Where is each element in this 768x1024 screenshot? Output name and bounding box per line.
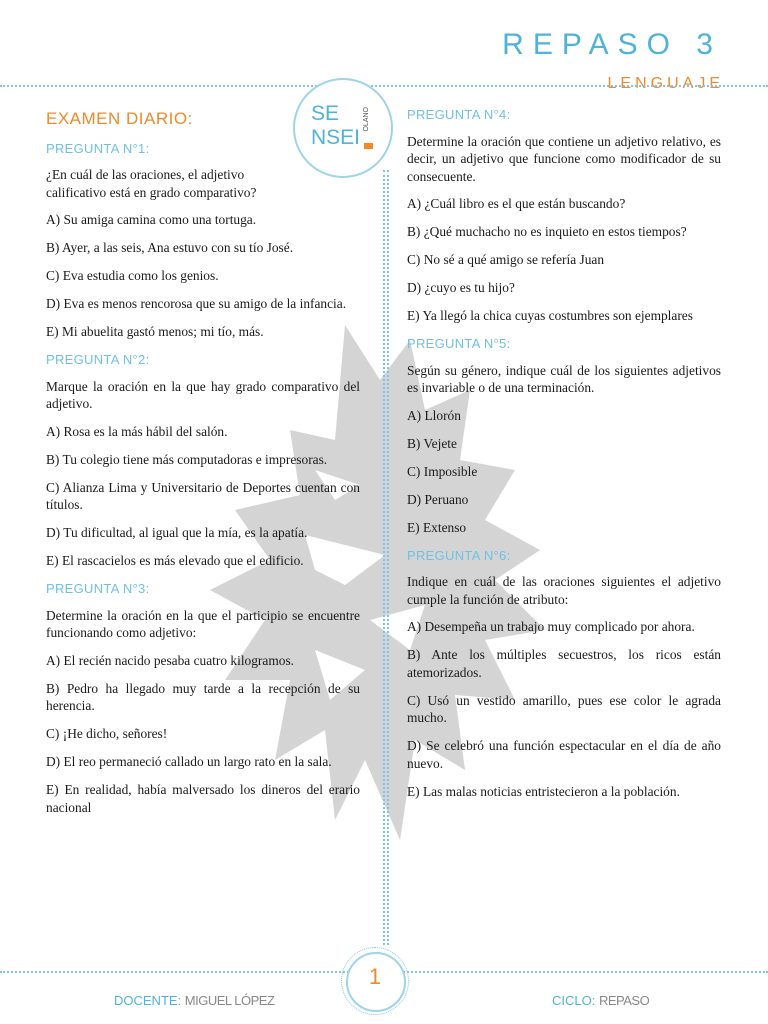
- logo-accent-bar: [364, 143, 373, 149]
- option: E) Ya llegó la chica cuyas costumbres son ejemplares: [407, 308, 693, 323]
- docente-value: MIGUEL LÓPEZ: [184, 993, 275, 1008]
- question-label: PREGUNTA N°3:: [46, 581, 150, 596]
- question-stem: Marque la oración en la que hay grado comparativo del adjetivo.: [46, 378, 360, 411]
- option: A) ¿Cuál libro es el que están buscando?: [407, 196, 626, 211]
- column-divider: [383, 170, 385, 945]
- question-stem: Indique en cuál de las oraciones siguientes el adjetivo cumple la función de atributo:: [407, 574, 721, 607]
- option: B) ¿Qué muchacho no es inquieto en estos tiempos?: [407, 224, 687, 239]
- docente-label: DOCENTE:: [114, 993, 182, 1008]
- docente-info: [114, 993, 274, 1008]
- left-column: [46, 108, 360, 827]
- option: C) Imposible: [407, 463, 478, 479]
- ciclo-value: REPASO: [598, 993, 650, 1008]
- option: A) Desempeña un trabajo muy complicado por ahora.: [407, 619, 695, 634]
- question-stem: Según su género, indique cuál de los siguientes adjetivos es invariable o de una terminación.: [407, 362, 721, 395]
- subject-label: LENGUAJE: [607, 75, 724, 92]
- option: C) Usó un vestido amarillo, pues ese color le agrada mucho.: [407, 692, 721, 725]
- option: B) Ante los múltiples secuestros, los ricos están atemorizados.: [407, 647, 721, 680]
- logo-small-text: OLANO: [363, 107, 370, 132]
- column-divider: [387, 170, 389, 945]
- option: D) Tu dificultad, al igual que la mía, es la apatía.: [46, 525, 308, 540]
- option: C) Alianza Lima y Universitario de Deportes cuentan con títulos.: [46, 479, 360, 512]
- question-stem: Determine la oración en la que el participio se encuentre funcionando como adjetivo:: [46, 607, 360, 640]
- option: C) Eva estudia como los genios.: [46, 268, 219, 283]
- option: E) El rascacielos es más elevado que el edificio.: [46, 553, 304, 568]
- question-label: PREGUNTA N°4:: [407, 107, 511, 122]
- page-title: REPASO 3: [502, 28, 722, 61]
- option: A) Rosa es la más hábil del salón.: [46, 423, 228, 439]
- option: A) Llorón: [407, 407, 461, 423]
- top-divider: [0, 85, 768, 87]
- question-label: PREGUNTA N°2:: [46, 352, 150, 367]
- option: D) El reo permaneció callado un largo rato en la sala.: [46, 754, 332, 769]
- option: E) En realidad, había malversado los dineros del erario nacional: [46, 782, 360, 815]
- option: A) El recién nacido pesaba cuatro kilogramos.: [46, 652, 295, 668]
- option: E) Extenso: [407, 519, 467, 535]
- page-number: 1: [368, 964, 382, 989]
- exam-title: EXAMEN DIARIO:: [46, 109, 193, 128]
- question-stem: ¿En cuál de las oraciones, el adjetivo calificativo está en grado comparativo?: [46, 167, 257, 200]
- option: D) Peruano: [407, 491, 469, 507]
- option: D) Se celebró una función espectacular en el día de año nuevo.: [407, 738, 721, 771]
- question-stem: Determine la oración que contiene un adjetivo relativo, es decir, un adjetivo que funcione como modificador de su consecuente.: [407, 133, 721, 184]
- option: B) Ayer, a las seis, Ana estuvo con su tío José.: [46, 240, 294, 255]
- question-label: PREGUNTA N°1:: [46, 140, 150, 156]
- option: B) Tu colegio tiene más computadoras e impresoras.: [46, 451, 328, 467]
- option: C) ¡He dicho, señores!: [46, 726, 168, 741]
- option: E) Mi abuelita gastó menos; mi tío, más.: [46, 324, 264, 339]
- option: D) ¿cuyo es tu hijo?: [407, 280, 515, 295]
- option: B) Pedro ha llegado muy tarde a la recepción de su herencia.: [46, 680, 360, 713]
- ciclo-info: [552, 993, 649, 1008]
- question-label: PREGUNTA N°5:: [407, 336, 511, 351]
- option: D) Eva es menos rencorosa que su amigo de la infancia.: [46, 296, 347, 311]
- right-column: [407, 106, 721, 811]
- option: A) Su amiga camina como una tortuga.: [46, 212, 257, 227]
- option: C) No sé a qué amigo se refería Juan: [407, 252, 605, 267]
- option: B) Vejete: [407, 435, 457, 451]
- option: E) Las malas noticias entristecieron a la población.: [407, 783, 680, 799]
- question-label: PREGUNTA N°6:: [407, 547, 511, 563]
- logo: SE NSEI: [311, 102, 361, 149]
- ciclo-label: CICLO:: [552, 993, 596, 1008]
